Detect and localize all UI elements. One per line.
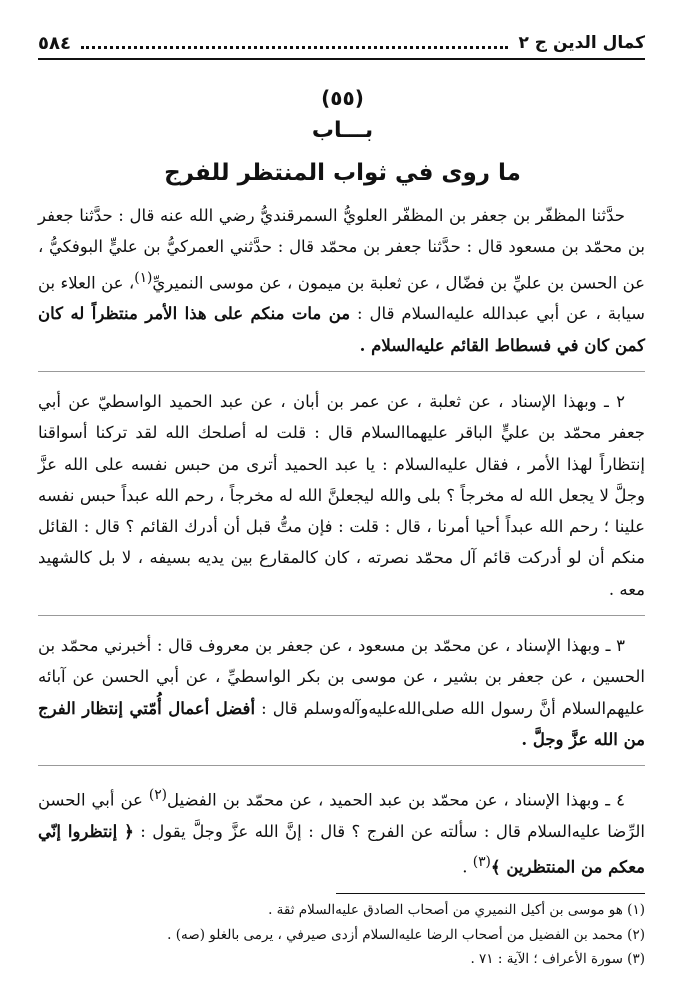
footnote-ref: (٣) — [472, 854, 491, 871]
paragraph-text: عن أبي الحسن الرِّضا عليه‌السلام قال : سألته عن الفرج ؟ قال : إنَّ الله عزَّ وجلَّ يقول : — [38, 790, 645, 842]
paragraph-text: ٤ ـ وبهذا الإسناد ، عن محمّد بن عبد الحميد ، عن محمّد بن الفضيل — [167, 790, 625, 810]
paragraph-text: ٣ ـ وبهذا الإسناد ، عن محمّد بن مسعود ، عن جعفر بن معروف قال : أخبرني محمّد بن الحسين ، عن جعفر بن بشير ، عن موسى بن بكر الواسطيِّ ، عن أبي الحسن عن آبائه عليهم‌السلام أنَّ رسول الله صلى‌الله‌عليه‌وآله‌وسلم قال : — [38, 636, 645, 718]
footnote-2: (٢) محمد بن الفضيل من أصحاب الرضا عليه‌السلام أزدى صيرفي ، يرمى بالغلو (صه) . — [167, 926, 645, 943]
paragraph-4 — [38, 780, 645, 883]
paragraph-text: ، عن العلاء بن سيابة ، عن أبي عبدالله عليه‌السلام قال : — [38, 273, 645, 324]
paragraph-1 — [38, 200, 645, 361]
footnotes — [38, 898, 645, 972]
footnote-ref: (٢) — [148, 787, 167, 804]
footnote-rule — [336, 893, 645, 894]
paragraph-separator — [38, 765, 645, 766]
paragraph-2 — [38, 386, 645, 605]
chapter-number: (٥٥) — [321, 86, 364, 110]
paragraph-text: ٢ ـ وبهذا الإسناد ، عن ثعلبة ، عن عمر بن أبان ، عن عبد الحميد الواسطيّ عن أبي جعفر محمّد بن عليٍّ الباقر عليهما‌السلام قال : قلت له أصلحك الله لقد تركنا أسواقنا إنتظاراً لهذا الأمر ، فقال عليه‌السلام : يا عبد الحميد أترى من حبس نفسه على الله عزَّ وجلَّ لا يجعل الله له مخرجاً ؟ بلى والله ليجعلنَّ الله له مخرجاً ، رحم الله عبداً حبس نفسه علينا ؛ رحم الله عبداً أحيا أمرنا ، قال : قلت : فإن متُّ قبل أن أدرك القائم ؟ قال : القائل منكم أن لو أدركت قائم آل محمّد نصرته ، كان كالمقارع بين يديه بسيفه ، لا بل كالشهيد معه . — [38, 391, 645, 599]
paragraph-separator — [38, 371, 645, 372]
paragraph-separator — [38, 615, 645, 616]
paragraph-text: حدَّثنا المظفّر بن جعفر بن المظفّر العلويُّ السمرقنديُّ رضي الله عنه قال : حدَّثنا جعفر بن محمّد بن مسعود قال : حدَّثنا جعفر بن محمّد قال : حدَّثني العمركيُّ بن عليٍّ البوفكيُّ ، عن الحسن بن عليِّ بن فضّال ، عن ثعلبة بن ميمون ، عن موسى النميريِّ — [38, 206, 645, 293]
footnote-1: (١) هو موسى بن أكيل النميري من أصحاب الصادق عليه‌السلام ثقة . — [268, 902, 645, 918]
chapter-label: بـــاب — [311, 118, 374, 143]
hadith-text: من مات منكم على هذا الأمر منتظراً له كان كمن كان في فسطاط القائم عليه‌السلام . — [38, 304, 645, 355]
hadith-text: أفضل أعمال أُمّتي إنتظار الفرج من الله عزَّ وجلَّ . — [38, 698, 645, 749]
running-header — [38, 28, 645, 60]
page-number: ٥٨٤ — [38, 32, 71, 54]
paragraph-text: . — [462, 857, 473, 877]
chapter-title: ما روى في ثواب المنتظر للفرج — [164, 160, 521, 186]
quran-verse: ﴿ إنتظروا إنّي معكم من المنتظرين ﴾ — [38, 822, 645, 877]
footnote-3: (٣) سورة الأعراف ؛ الآية : ٧١ . — [470, 951, 645, 967]
footnote-ref: (١) — [134, 269, 153, 286]
body-text — [38, 200, 645, 893]
dotted-leader — [81, 46, 509, 49]
book-title: كمال الدين ج ٢ — [518, 33, 645, 53]
paragraph-3 — [38, 630, 645, 755]
